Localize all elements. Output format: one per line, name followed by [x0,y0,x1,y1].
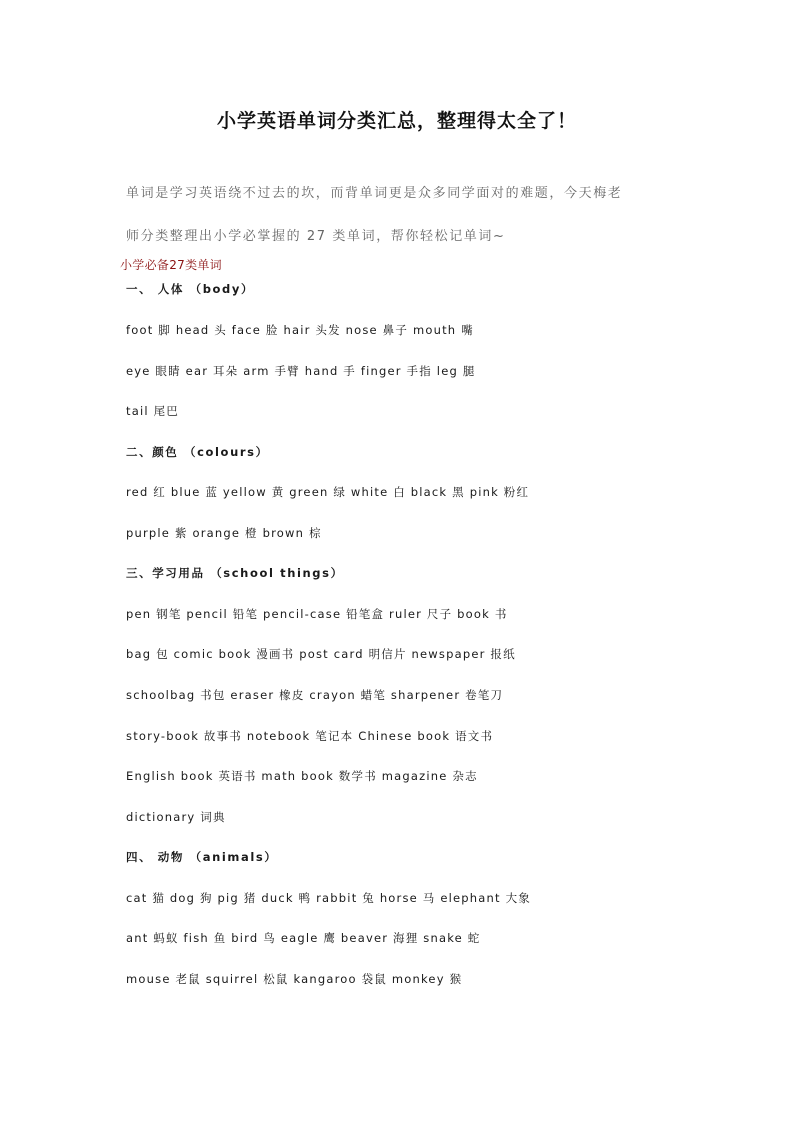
vocab-line: mouse 老鼠 squirrel 松鼠 kangaroo 袋鼠 monkey 猴 [126,972,463,986]
vocab-line: pen 钢笔 pencil 铅笔 pencil-case 铅笔盒 ruler 尺子 book 书 [126,607,508,621]
vocab-line: red 红 blue 蓝 yellow 黄 green 绿 white 白 black 黑 pink 粉红 [126,485,530,499]
subheading: 小学必备27类单词 [120,258,222,272]
intro-line-1: 单词是学习英语绕不过去的坎，而背单词更是众多同学面对的难题，今天梅老 [126,186,623,201]
vocab-line: English book 英语书 math book 数学书 magazine 杂志 [126,769,478,783]
vocab-line: schoolbag 书包 eraser 橡皮 crayon 蜡笔 sharpener 卷笔刀 [126,688,504,702]
page-title: 小学英语单词分类汇总，整理得太全了！ [216,110,577,132]
section-heading-school-things: 三、学习用品 （school things） [126,566,344,580]
vocab-line: foot 脚 head 头 face 脸 hair 头发 nose 鼻子 mouth 嘴 [126,323,474,337]
vocab-line: dictionary 词典 [126,810,226,824]
vocab-line: purple 紫 orange 橙 brown 棕 [126,526,322,540]
vocab-line: story-book 故事书 notebook 笔记本 Chinese book 语文书 [126,729,494,743]
vocab-line: cat 猫 dog 狗 pig 猪 duck 鸭 rabbit 兔 horse 马 elephant 大象 [126,891,531,905]
intro-line-2: 师分类整理出小学必掌握的 27 类单词，帮你轻松记单词~ [126,229,506,244]
vocab-line: bag 包 comic book 漫画书 post card 明信片 newspaper 报纸 [126,647,516,661]
section-heading-colours: 二、颜色 （colours） [126,445,269,459]
vocab-line: tail 尾巴 [126,404,180,418]
section-heading-body: 一、 人体 （body） [126,282,255,296]
vocab-line: eye 眼睛 ear 耳朵 arm 手臂 hand 手 finger 手指 leg 腿 [126,364,476,378]
vocab-line: ant 蚂蚁 fish 鱼 bird 鸟 eagle 鹰 beaver 海狸 snake 蛇 [126,931,481,945]
section-heading-animals: 四、 动物 （animals） [126,850,278,864]
